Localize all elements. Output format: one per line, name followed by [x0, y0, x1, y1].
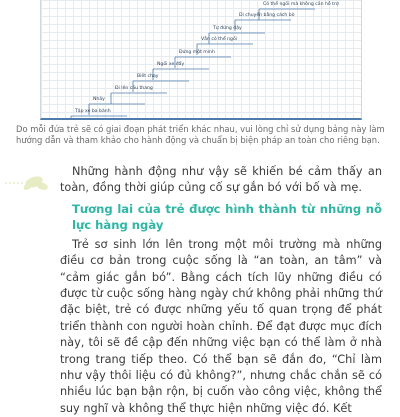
milestone-label: Tự đứng dậy [213, 26, 242, 31]
milestone-label: Đi lên cầu thang [115, 86, 153, 91]
milestone-label: Ngồi xe đẩy [157, 62, 185, 67]
paragraph-1: Những hành động như vậy sẽ khiến bé cảm thấy an toàn, đồng thời giúp củng cố sự gắn bó với bố và mẹ. [60, 165, 382, 195]
milestone-label: Biết chạy [137, 74, 159, 79]
milestone-label: Vẫn có thể ngồi [201, 37, 238, 42]
paragraph-2: Trẻ sơ sinh lớn lên trong một môi trường mà những điều cơ bản trong cuộc sống là “an toàn, an tâm” và “cảm giác gắn bó”. Bằng cách tích lũy những điều có được từ cuộc sống hàng ngày chứ không phải những thứ đặc biệt, trẻ có được những yếu tố quan trọng để phát triển thành con người hoàn chỉnh. Để đạt được mục đích này, tôi sẽ đề cập đến những việc bạn có thể làm ở nhà trong trang tiếp theo. Có thể bạn sẽ đắn đo, “Chỉ làm như vậy thôi liệu có đủ không?”, nhưng chắc chắn sẽ có nhiều lúc bạn bận rộn, bị cuốn vào công việc, không thể suy nghĩ và không thể thực hiện những việc đó. Kết [60, 237, 382, 415]
milestone-label: Di chuyển bằng cách bò [239, 13, 295, 18]
milestone-chart [40, 0, 362, 120]
staircase-lines [41, 0, 361, 118]
dotted-leaf-decoration [0, 168, 60, 198]
body-text [60, 164, 382, 417]
milestone-label: Có thể ngồi mà không cần hỗ trợ [263, 2, 339, 7]
milestone-label: Đứng một mình [179, 50, 215, 55]
section-subheading: Tương lai của trẻ được hình thành từ những nỗ lực hàng ngày [72, 201, 382, 232]
figure-caption: Do mỗi đứa trẻ sẽ có giai đoạn phát triển khác nhau, vui lòng chỉ sử dụng bảng này làm hướng dẫn và tham khảo cho hành động và chuẩn bị biện pháp an toàn cho riêng bạn. [16, 124, 385, 146]
milestone-label: Tập xe ba bánh [75, 109, 111, 114]
milestone-label: Nhảy [93, 97, 105, 102]
